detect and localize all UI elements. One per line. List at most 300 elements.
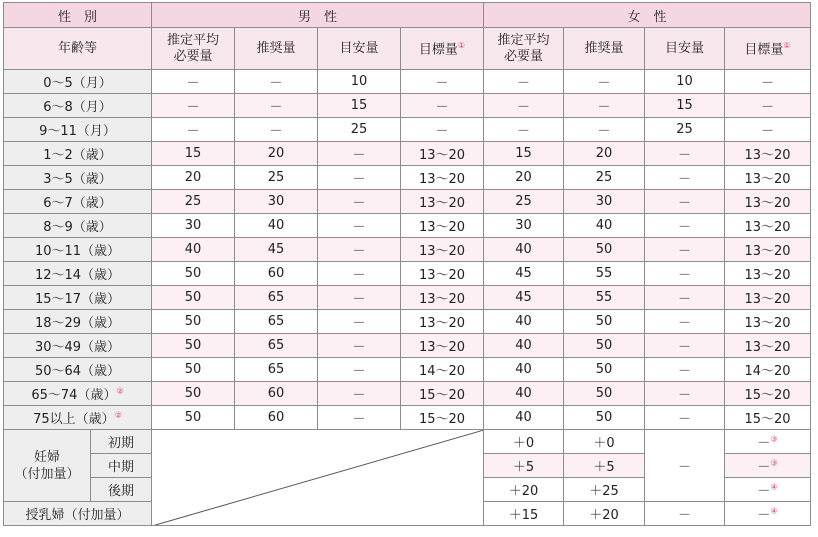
- table-row: [4, 262, 811, 286]
- value: 15: [350, 98, 368, 113]
- value: －: [597, 100, 611, 115]
- value: －: [352, 220, 366, 235]
- pregnant-phase: 初期: [107, 436, 134, 451]
- female-value-cell: [484, 406, 564, 430]
- female-value-cell: [484, 94, 564, 118]
- lactating-label: 授乳婦（付加量）: [25, 508, 130, 523]
- value: 65: [267, 290, 285, 305]
- male-value-cell: [235, 166, 318, 190]
- age-cell: [4, 286, 152, 310]
- age-label: 12～14（歳）: [34, 268, 121, 283]
- value: －: [516, 76, 530, 91]
- pregnant-phase: 後期: [107, 484, 134, 499]
- male-target-label: 目標量: [418, 42, 458, 58]
- female-value-cell: [484, 286, 564, 310]
- female-value-cell: [484, 166, 564, 190]
- value: 13～20: [744, 292, 791, 307]
- male-value-cell: [318, 118, 401, 142]
- male-value-cell: [318, 286, 401, 310]
- value: 40: [515, 338, 532, 353]
- value: －: [269, 76, 283, 91]
- target-note: ③: [770, 434, 778, 444]
- pregnant-rda-cell: [564, 478, 645, 502]
- male-value-cell: [318, 406, 401, 430]
- age-note: ②: [116, 386, 124, 396]
- value: －: [677, 412, 691, 427]
- value: 40: [515, 410, 532, 425]
- age-label: 10～11（歳）: [34, 244, 121, 259]
- male-value-cell: [152, 190, 235, 214]
- target-note: ③: [770, 458, 778, 468]
- female-target-header: [725, 28, 811, 70]
- value: 15～20: [744, 412, 791, 427]
- value: 25: [184, 194, 202, 209]
- male-value-cell: [235, 142, 318, 166]
- lactating-target-cell: [725, 502, 811, 526]
- table-row: [4, 406, 811, 430]
- female-rda-label: 推奨量: [584, 40, 624, 56]
- pregnant-phase-cell: [91, 454, 152, 478]
- age-label: 65～74（歳）: [31, 388, 117, 403]
- male-ear-header: [152, 28, 235, 70]
- value: －: [757, 508, 771, 523]
- value: 14～20: [418, 364, 466, 379]
- female-value-cell: [564, 94, 645, 118]
- age-header-label: 年齢等: [57, 40, 97, 56]
- female-value-cell: [645, 190, 725, 214]
- male-value-cell: [235, 286, 318, 310]
- male-value-cell: [235, 262, 318, 286]
- value: －: [677, 388, 691, 403]
- value: 60: [267, 266, 285, 281]
- value: －: [757, 484, 771, 499]
- female-value-cell: [564, 310, 645, 334]
- female-value-cell: [725, 406, 811, 430]
- pregnant-ear-cell: [484, 430, 564, 454]
- female-value-cell: [725, 94, 811, 118]
- female-value-cell: [645, 310, 725, 334]
- value: ＋20: [589, 508, 619, 523]
- table-row: [4, 70, 811, 94]
- male-value-cell: [401, 214, 484, 238]
- value: －: [597, 124, 611, 139]
- value: －: [677, 292, 691, 307]
- value: －: [677, 244, 691, 259]
- male-value-cell: [401, 118, 484, 142]
- male-value-cell: [401, 238, 484, 262]
- value: －: [352, 388, 366, 403]
- value: 13～20: [418, 172, 466, 187]
- female-header-label: 女 性: [627, 9, 667, 25]
- value: 65: [267, 338, 285, 353]
- value: ＋20: [508, 484, 539, 499]
- value: －: [757, 460, 771, 475]
- female-value-cell: [725, 310, 811, 334]
- age-label: 3～5（歳）: [43, 172, 112, 187]
- age-label: 30～49（歳）: [34, 340, 121, 355]
- female-value-cell: [564, 190, 645, 214]
- nutrient-table: [3, 2, 811, 526]
- value: ＋25: [589, 484, 619, 499]
- male-value-cell: [401, 382, 484, 406]
- value: 13～20: [418, 268, 466, 283]
- female-value-cell: [564, 238, 645, 262]
- value: 15～20: [418, 412, 466, 427]
- male-value-cell: [235, 358, 318, 382]
- male-value-cell: [318, 238, 401, 262]
- female-value-cell: [725, 70, 811, 94]
- female-value-cell: [645, 262, 725, 286]
- pregnant-row: [4, 430, 811, 454]
- value: －: [435, 76, 449, 91]
- not-applicable-diagonal-cell: [152, 430, 484, 526]
- value: 40: [515, 242, 532, 257]
- female-value-cell: [725, 190, 811, 214]
- male-value-cell: [152, 382, 235, 406]
- male-value-cell: [401, 142, 484, 166]
- age-label: 6～7（歳）: [43, 196, 112, 211]
- table-row: [4, 142, 811, 166]
- value: 45: [267, 242, 285, 257]
- pregnant-label: 妊婦 （付加量）: [14, 449, 80, 482]
- value: ＋15: [508, 508, 539, 523]
- value: 30: [595, 194, 613, 209]
- male-value-cell: [235, 310, 318, 334]
- value: －: [677, 508, 691, 523]
- age-label: 6～8（月）: [43, 100, 112, 115]
- value: 25: [350, 122, 368, 137]
- table-row: [4, 214, 811, 238]
- male-value-cell: [401, 334, 484, 358]
- pregnant-ear-cell: [484, 478, 564, 502]
- male-value-cell: [152, 406, 235, 430]
- value: 13～20: [418, 148, 466, 163]
- female-value-cell: [484, 142, 564, 166]
- value: 25: [595, 170, 613, 185]
- male-value-cell: [318, 70, 401, 94]
- age-cell: [4, 190, 152, 214]
- male-value-cell: [235, 382, 318, 406]
- value: 50: [595, 314, 613, 329]
- male-value-cell: [401, 358, 484, 382]
- value: 20: [515, 170, 532, 185]
- value: 13～20: [744, 196, 791, 211]
- table-row: [4, 238, 811, 262]
- female-value-cell: [484, 238, 564, 262]
- male-value-cell: [152, 358, 235, 382]
- female-value-cell: [484, 262, 564, 286]
- female-value-cell: [484, 118, 564, 142]
- value: ＋0: [593, 436, 615, 451]
- age-label: 50～64（歳）: [34, 364, 121, 379]
- pregnant-rda-cell: [564, 454, 645, 478]
- male-value-cell: [318, 142, 401, 166]
- value: 13～20: [418, 316, 466, 331]
- value: 50: [595, 410, 613, 425]
- male-value-cell: [152, 94, 235, 118]
- value: 40: [515, 386, 532, 401]
- male-header: [152, 3, 484, 28]
- value: 13～20: [744, 340, 791, 355]
- female-value-cell: [564, 286, 645, 310]
- male-value-cell: [318, 382, 401, 406]
- value: 40: [267, 218, 285, 233]
- male-header-label: 男 性: [297, 9, 337, 25]
- value: －: [516, 124, 530, 139]
- value: －: [597, 76, 611, 91]
- value: 13～20: [744, 316, 791, 331]
- value: －: [760, 124, 774, 139]
- value: 50: [184, 266, 202, 281]
- value: 15: [515, 146, 532, 161]
- value: 13～20: [418, 196, 466, 211]
- age-cell: [4, 214, 152, 238]
- value: －: [435, 124, 449, 139]
- age-cell: [4, 142, 152, 166]
- male-value-cell: [152, 142, 235, 166]
- female-value-cell: [645, 142, 725, 166]
- value: 15～20: [418, 388, 466, 403]
- age-cell: [4, 406, 152, 430]
- value: 10: [350, 74, 368, 89]
- value: 40: [515, 314, 532, 329]
- female-value-cell: [725, 382, 811, 406]
- value: 50: [184, 290, 202, 305]
- male-value-cell: [401, 94, 484, 118]
- value: －: [186, 100, 200, 115]
- female-target-label: 目標量: [744, 42, 784, 58]
- diagonal-line: [152, 430, 484, 526]
- value: 55: [595, 290, 613, 305]
- value: 25: [676, 122, 693, 137]
- value: －: [757, 436, 771, 451]
- value: 65: [267, 362, 285, 377]
- value: －: [352, 268, 366, 283]
- pregnant-target-cell: [725, 454, 811, 478]
- value: －: [677, 172, 691, 187]
- male-ai-label: 目安量: [339, 40, 379, 56]
- female-ear-label: 推定平均 必要量: [497, 32, 550, 64]
- female-value-cell: [725, 214, 811, 238]
- value: 20: [267, 146, 285, 161]
- male-value-cell: [318, 334, 401, 358]
- female-value-cell: [725, 334, 811, 358]
- value: 20: [595, 146, 613, 161]
- value: －: [760, 76, 774, 91]
- female-ai-label: 目安量: [664, 40, 704, 56]
- value: 50: [184, 314, 202, 329]
- value: －: [677, 148, 691, 163]
- value: 65: [267, 314, 285, 329]
- male-value-cell: [318, 310, 401, 334]
- age-cell: [4, 334, 152, 358]
- value: －: [677, 220, 691, 235]
- female-value-cell: [564, 334, 645, 358]
- age-label: 9～11（月）: [39, 124, 116, 139]
- value: 13～20: [418, 244, 466, 259]
- male-value-cell: [235, 334, 318, 358]
- male-value-cell: [401, 310, 484, 334]
- male-value-cell: [152, 310, 235, 334]
- male-value-cell: [318, 190, 401, 214]
- value: －: [435, 100, 449, 115]
- female-rda-header: [564, 28, 645, 70]
- value: 13～20: [744, 268, 791, 283]
- lactating-ear-cell: [484, 502, 564, 526]
- value: －: [186, 76, 200, 91]
- pregnant-phase-cell: [91, 478, 152, 502]
- male-value-cell: [401, 70, 484, 94]
- value: －: [677, 364, 691, 379]
- female-ear-header: [484, 28, 564, 70]
- male-rda-label: 推奨量: [256, 40, 296, 56]
- female-value-cell: [564, 70, 645, 94]
- female-ai-header: [645, 28, 725, 70]
- male-value-cell: [235, 238, 318, 262]
- female-value-cell: [645, 214, 725, 238]
- value: 10: [676, 74, 693, 89]
- age-label: 0～5（月）: [43, 76, 112, 91]
- male-value-cell: [401, 262, 484, 286]
- value: －: [352, 148, 366, 163]
- value: ＋5: [593, 460, 615, 475]
- female-value-cell: [484, 310, 564, 334]
- age-cell: [4, 94, 152, 118]
- male-value-cell: [152, 118, 235, 142]
- male-target-note: ①: [457, 41, 466, 51]
- male-value-cell: [152, 166, 235, 190]
- target-note: ④: [770, 482, 778, 492]
- pregnant-phase-cell: [91, 430, 152, 454]
- male-value-cell: [235, 190, 318, 214]
- male-value-cell: [318, 358, 401, 382]
- value: 15: [676, 98, 693, 113]
- age-label: 8～9（歳）: [43, 220, 112, 235]
- pregnant-ear-cell: [484, 454, 564, 478]
- female-value-cell: [725, 262, 811, 286]
- female-value-cell: [725, 358, 811, 382]
- value: 25: [515, 194, 532, 209]
- value: 50: [184, 410, 202, 425]
- female-value-cell: [725, 238, 811, 262]
- female-value-cell: [564, 262, 645, 286]
- female-value-cell: [564, 382, 645, 406]
- pregnant-target-cell: [725, 478, 811, 502]
- male-target-header: [401, 28, 484, 70]
- age-note: ②: [114, 410, 122, 420]
- age-cell: [4, 166, 152, 190]
- female-value-cell: [645, 406, 725, 430]
- female-value-cell: [564, 214, 645, 238]
- female-value-cell: [484, 214, 564, 238]
- value: －: [269, 100, 283, 115]
- age-label: 75以上（歳）: [33, 412, 115, 427]
- value: －: [760, 100, 774, 115]
- value: －: [352, 244, 366, 259]
- value: 15: [184, 146, 202, 161]
- value: －: [352, 196, 366, 211]
- female-value-cell: [645, 286, 725, 310]
- value: －: [677, 316, 691, 331]
- male-value-cell: [401, 286, 484, 310]
- value: 50: [595, 338, 613, 353]
- female-value-cell: [725, 166, 811, 190]
- male-value-cell: [235, 406, 318, 430]
- male-value-cell: [318, 94, 401, 118]
- value: －: [677, 340, 691, 355]
- value: 45: [515, 266, 532, 281]
- pregnant-rda-cell: [564, 430, 645, 454]
- male-value-cell: [152, 334, 235, 358]
- female-value-cell: [645, 70, 725, 94]
- value: －: [677, 268, 691, 283]
- age-cell: [4, 70, 152, 94]
- value: 50: [595, 386, 613, 401]
- value: －: [352, 364, 366, 379]
- value: 13～20: [744, 244, 791, 259]
- table-row: [4, 118, 811, 142]
- value: 60: [267, 386, 285, 401]
- value: 13～20: [418, 292, 466, 307]
- table-row: [4, 190, 811, 214]
- value: 13～20: [744, 220, 791, 235]
- value: 15～20: [744, 388, 791, 403]
- female-value-cell: [564, 118, 645, 142]
- age-cell: [4, 238, 152, 262]
- female-value-cell: [645, 358, 725, 382]
- female-value-cell: [564, 406, 645, 430]
- age-header: [4, 28, 152, 70]
- table-row: [4, 286, 811, 310]
- female-value-cell: [645, 382, 725, 406]
- male-value-cell: [152, 286, 235, 310]
- male-value-cell: [152, 214, 235, 238]
- target-note: ④: [770, 506, 778, 516]
- male-value-cell: [318, 214, 401, 238]
- female-value-cell: [645, 238, 725, 262]
- male-value-cell: [152, 70, 235, 94]
- value: 40: [184, 242, 202, 257]
- value: －: [352, 292, 366, 307]
- pregnant-phase: 中期: [107, 460, 134, 475]
- age-cell: [4, 262, 152, 286]
- pregnant-target-cell: [725, 430, 811, 454]
- female-value-cell: [725, 118, 811, 142]
- male-value-cell: [318, 166, 401, 190]
- value: 50: [184, 338, 202, 353]
- male-value-cell: [235, 214, 318, 238]
- female-value-cell: [564, 358, 645, 382]
- age-cell: [4, 382, 152, 406]
- lactating-ai-cell: [645, 502, 725, 526]
- lactating-rda-cell: [564, 502, 645, 526]
- table-row: [4, 166, 811, 190]
- lactating-label-cell: [4, 502, 152, 526]
- value: 30: [515, 218, 532, 233]
- male-value-cell: [401, 406, 484, 430]
- age-label: 18～29（歳）: [34, 316, 121, 331]
- value: 55: [595, 266, 613, 281]
- male-ear-label: 推定平均 必要量: [166, 32, 219, 64]
- female-value-cell: [484, 70, 564, 94]
- female-value-cell: [645, 334, 725, 358]
- value: 20: [184, 170, 202, 185]
- male-value-cell: [152, 262, 235, 286]
- value: 50: [595, 242, 613, 257]
- age-label: 15～17（歳）: [34, 292, 121, 307]
- male-ai-header: [318, 28, 401, 70]
- value: 40: [595, 218, 613, 233]
